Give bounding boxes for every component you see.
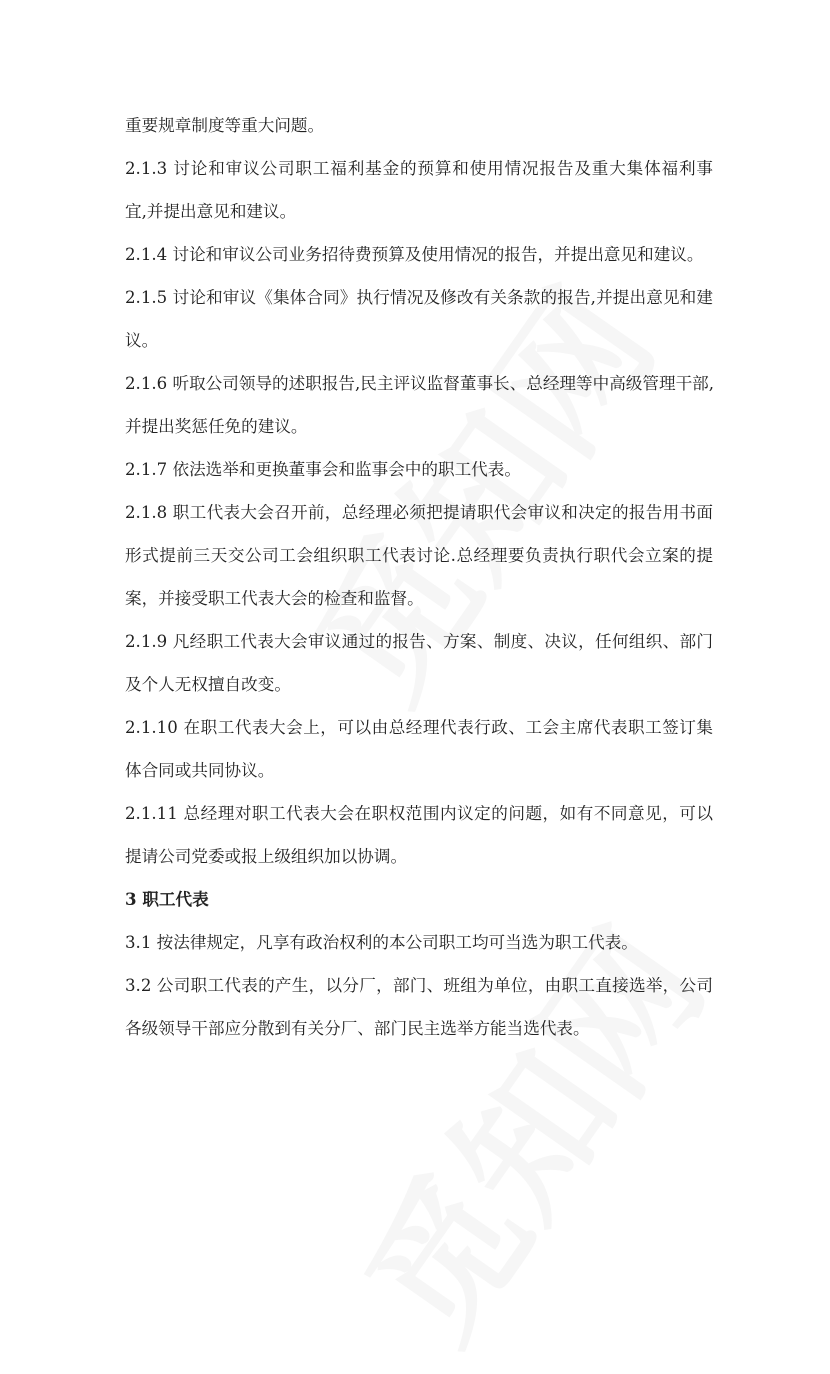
- text-line: 2.1.11 总经理对职工代表大会在职权范围内议定的问题，如有不同意见，可以: [125, 804, 713, 823]
- paragraph: [125, 706, 713, 792]
- text-line: 重要规章制度等重大问题。: [125, 116, 325, 135]
- text-line: 3.2 公司职工代表的产生，以分厂，部门、班组为单位，由职工直接选举，公司: [125, 976, 713, 995]
- text-line: 2.1.7 依法选举和更换董事会和监事会中的职工代表。: [125, 460, 521, 479]
- text-line: 2.1.8 职工代表大会召开前，总经理必须把提请职代会审议和决定的报告用书面: [125, 503, 713, 522]
- text-line: 2.1.4 讨论和审议公司业务招待费预算及使用情况的报告，并提出意见和建议。: [125, 245, 704, 264]
- paragraph: [125, 964, 713, 1050]
- text-line: 2.1.9 凡经职工代表大会审议通过的报告、方案、制度、决议，任何组织、部门: [125, 632, 713, 651]
- text-line: 2.1.5 讨论和审议《集体合同》执行情况及修改有关条款的报告,并提出意见和建: [125, 288, 713, 307]
- paragraph: [125, 491, 713, 620]
- text-line: 各级领导干部应分散到有关分厂、部门民主选举方能当选代表。: [125, 1019, 590, 1038]
- paragraph: [125, 921, 713, 964]
- text-line: 3 职工代表: [125, 889, 209, 909]
- text-line: 体合同或共同协议。: [125, 761, 275, 780]
- text-line: 形式提前三天交公司工会组织职工代表讨论.总经理要负责执行职代会立案的提: [125, 546, 713, 565]
- paragraph: [125, 620, 713, 706]
- text-line: 并提出奖惩任免的建议。: [125, 417, 308, 436]
- paragraph: [125, 147, 713, 233]
- paragraph: [125, 276, 713, 362]
- text-line: 2.1.10 在职工代表大会上，可以由总经理代表行政、工会主席代表职工签订集: [125, 718, 713, 737]
- text-line: 案，并接受职工代表大会的检查和监督。: [125, 589, 424, 608]
- paragraph: [125, 233, 713, 276]
- text-line: 及个人无权擅自改变。: [125, 675, 291, 694]
- text-line: 3.1 按法律规定，凡享有政治权利的本公司职工均可当选为职工代表。: [125, 933, 638, 952]
- paragraph: [125, 362, 713, 448]
- paragraph: [125, 792, 713, 878]
- text-line: 议。: [125, 331, 159, 350]
- text-line: 2.1.6 听取公司领导的述职报告,民主评议监督董事长、总经理等中高级管理干部,: [125, 374, 715, 393]
- paragraph: [125, 104, 713, 147]
- section-heading: [125, 878, 713, 921]
- text-line: 宜,并提出意见和建议。: [125, 202, 297, 221]
- document-body: [125, 104, 713, 1050]
- text-line: 提请公司党委或报上级组织加以协调。: [125, 847, 408, 866]
- text-line: 2.1.3 讨论和审议公司职工福利基金的预算和使用情况报告及重大集体福利事: [125, 159, 713, 178]
- paragraph: [125, 448, 713, 491]
